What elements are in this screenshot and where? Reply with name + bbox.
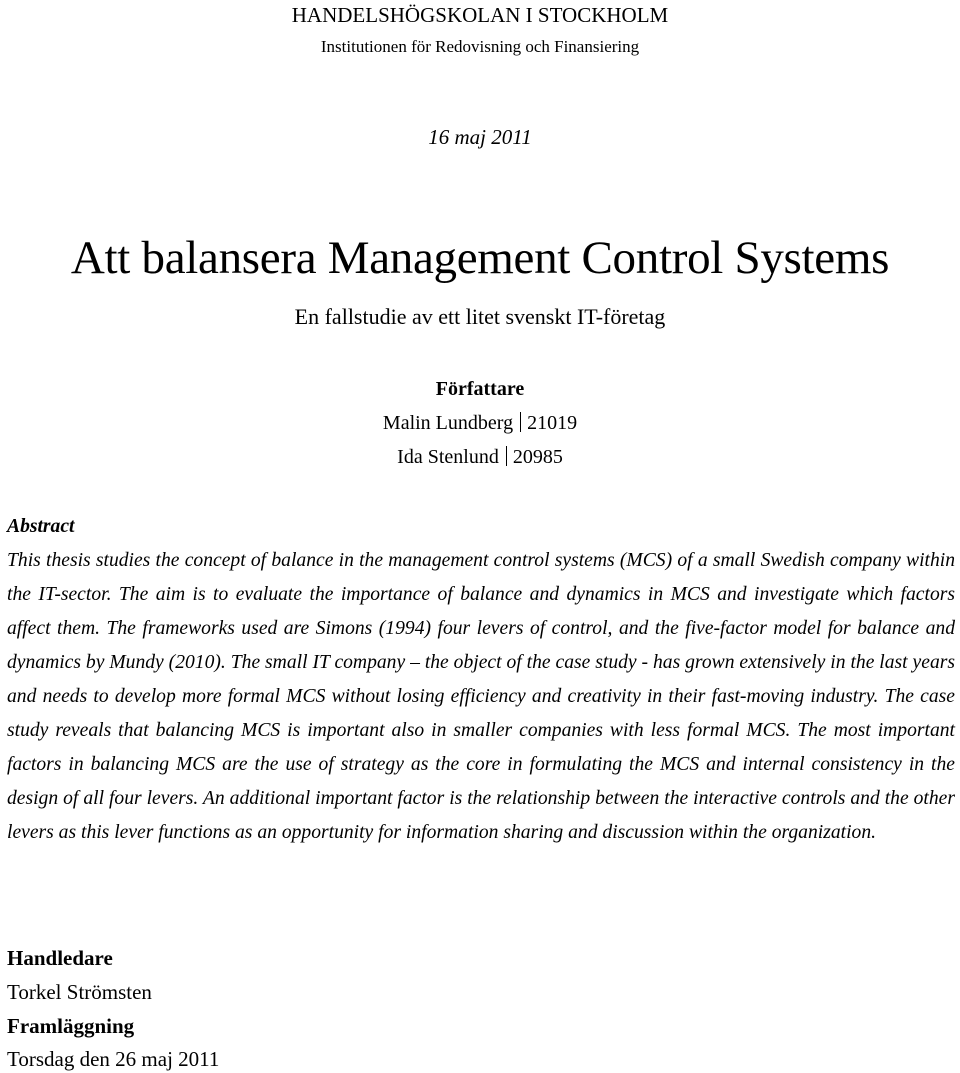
school-name: HANDELSHÖGSKOLAN I STOCKHOLM <box>291 3 669 27</box>
abstract-heading: Abstract <box>7 516 75 537</box>
author-name: Malin Lundberg <box>382 412 514 434</box>
author-id: 20985 <box>512 446 563 468</box>
supervisor-heading: Handledare <box>7 946 113 970</box>
supervisor-name: Torkel Strömsten <box>7 980 152 1004</box>
document-date: 16 maj 2011 <box>428 125 532 149</box>
author-id: 21019 <box>527 412 578 434</box>
abstract-text: This thesis studies the concept of balance in the management control systems (MCS) of a small Swedish company within the IT-sector. The aim is to evaluate the importance of balance and dynamics in MCS and investigate which factors affect them. The frameworks used are Simons (1994) four levers of control, and the five-factor model for balance and dynamics by Mundy (2010). The small IT company – the object of the case study - has grown extensively in the last years and needs to develop more formal MCS without losing efficiency and creativity in their fast-moving industry. The case study reveals that balancing MCS is important also in smaller companies with less formal MCS. The most important factors in balancing MCS are the use of strategy as the core in formulating the MCS and internal consistency in the design of all four levers. An additional important factor is the relationship between the interactive controls and the other levers as this lever functions as an opportunity for information sharing and discussion within the organization. <box>7 550 955 843</box>
presentation-date: Torsdag den 26 maj 2011 <box>7 1047 220 1071</box>
author-separator <box>506 446 507 466</box>
author-name: Ida Stenlund <box>397 446 499 468</box>
presentation-heading: Framläggning <box>7 1014 135 1038</box>
institution-name: Institutionen för Redovisning och Finansiering <box>320 37 640 56</box>
author-entry <box>0 410 960 436</box>
thesis-title: Att balansera Management Control Systems <box>70 232 890 284</box>
author-entry <box>0 444 960 470</box>
author-separator <box>520 412 521 432</box>
thesis-subtitle: En fallstudie av ett litet svenskt IT-företag <box>294 304 666 329</box>
abstract-section <box>7 510 955 850</box>
authors-heading: Författare <box>435 378 525 400</box>
